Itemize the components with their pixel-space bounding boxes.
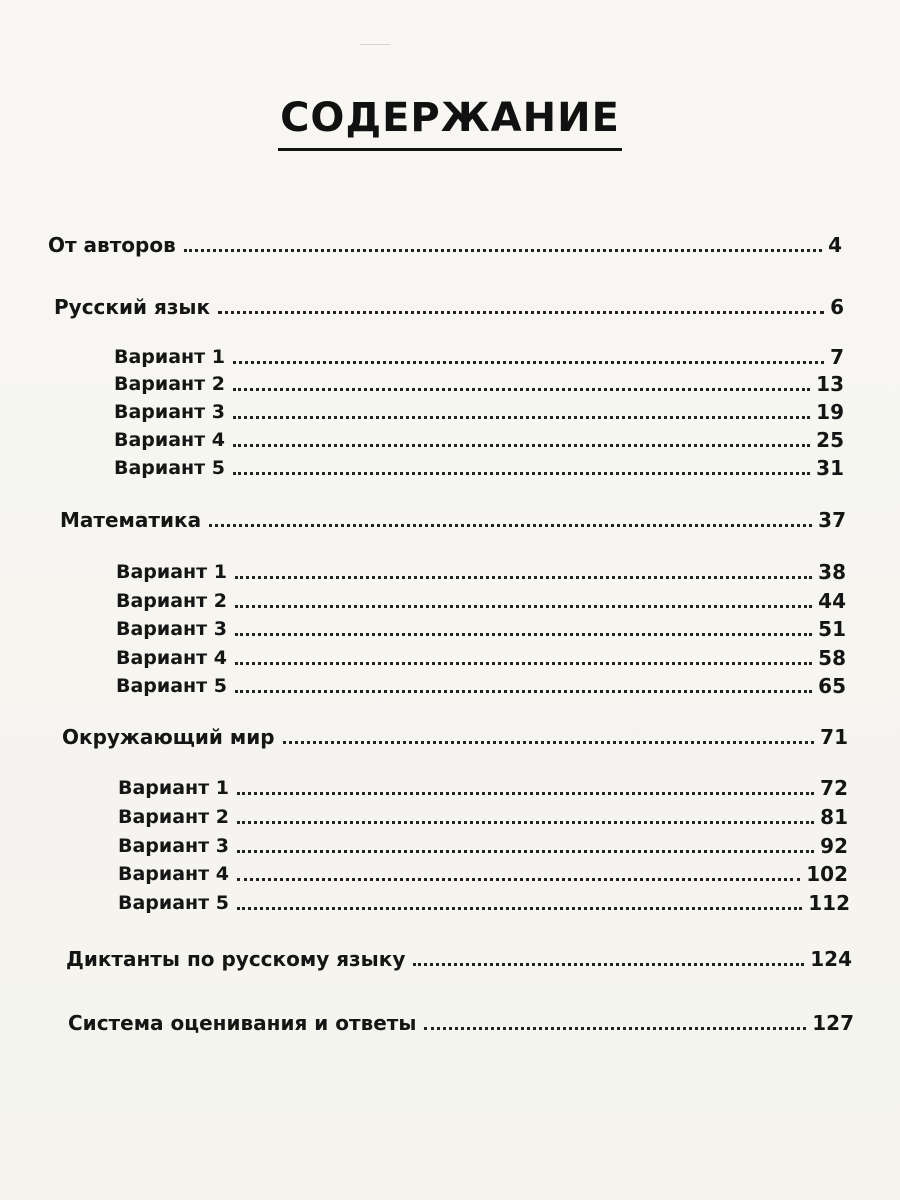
toc-entry-page: 19 [816,400,844,424]
toc-variant-world-2 [118,805,848,829]
toc-entry-label: Русский язык [54,295,211,319]
toc-entry-label: От авторов [48,233,176,257]
toc-entry-label: Вариант 4 [116,647,228,669]
toc-entry-label: Система оценивания и ответы [68,1011,417,1035]
toc-section-dictations [66,947,852,971]
toc-entry-label: Вариант 2 [116,590,228,612]
toc-variant-world-3 [118,834,848,858]
dot-leader [237,821,814,824]
dot-leader [237,878,800,881]
toc-variant-math-4 [116,646,846,670]
toc-entry-page: 72 [820,776,848,800]
toc-entry-label: Вариант 4 [114,429,226,451]
toc-entry-page: 58 [818,646,846,670]
toc-entry-label: Вариант 1 [114,346,226,368]
title-wrap [0,96,900,151]
toc-entry-page: 102 [806,862,848,886]
dot-leader [424,1027,806,1030]
toc-entry-label: Вариант 5 [118,892,230,914]
toc-section-math [60,508,846,532]
dot-leader [233,361,824,364]
toc-entry-page: 51 [818,617,846,641]
dot-leader [184,249,822,252]
toc-entry-label: Математика [60,508,202,532]
toc-entry-label: Вариант 2 [118,806,230,828]
toc-entry-page: 81 [820,805,848,829]
toc-variant-math-1 [116,560,846,584]
toc-entry-label: Вариант 5 [114,457,226,479]
dot-leader [233,472,810,475]
toc-entry-page: 65 [818,674,846,698]
toc-entry-page: 6 [830,295,844,319]
toc-entry-label: Вариант 4 [118,863,230,885]
toc-entry-page: 31 [816,456,844,480]
toc-variant-russian-5 [114,456,844,480]
toc-entry-label: Вариант 2 [114,373,226,395]
toc-entry-label: Вариант 5 [116,675,228,697]
dot-leader [283,741,815,744]
toc-entry-label: Вариант 3 [114,401,226,423]
toc-variant-russian-3 [114,400,844,424]
toc-entry-page: 44 [818,589,846,613]
toc-entry-label: Диктанты по русскому языку [66,947,406,971]
toc-entry-page: 124 [810,947,852,971]
toc-entry-label: Окружающий мир [62,725,275,749]
toc-entry-label: Вариант 1 [116,561,228,583]
toc-entry-authors [48,233,842,257]
dot-leader [237,850,814,853]
toc-entry-page: 4 [828,233,842,257]
dot-leader [237,792,814,795]
toc-section-answers [68,1011,854,1035]
toc-variant-math-5 [116,674,846,698]
dot-leader [235,633,812,636]
dot-leader [235,605,812,608]
toc-variant-world-1 [118,776,848,800]
dot-leader [237,907,802,910]
toc-entry-page: 71 [820,725,848,749]
toc-entry-page: 92 [820,834,848,858]
dot-leader [209,524,812,527]
toc-entry-page: 127 [812,1011,854,1035]
toc-variant-world-5 [118,891,850,915]
toc-entry-page: 25 [816,428,844,452]
toc-entry-page: 13 [816,372,844,396]
toc-variant-russian-2 [114,372,844,396]
toc-variant-math-3 [116,617,846,641]
dot-leader [233,416,810,419]
toc-section-world [62,725,848,749]
toc-variant-math-2 [116,589,846,613]
toc-entry-label: Вариант 1 [118,777,230,799]
toc-entry-page: 112 [808,891,850,915]
dot-leader [218,311,824,314]
toc-entry-page: 7 [830,345,844,369]
page-mark [360,44,390,45]
dot-leader [235,662,812,665]
toc-entry-label: Вариант 3 [116,618,228,640]
dot-leader [233,388,810,391]
toc-variant-russian-4 [114,428,844,452]
toc-entry-label: Вариант 3 [118,835,230,857]
dot-leader [233,444,810,447]
dot-leader [413,963,804,966]
toc-entry-page: 38 [818,560,846,584]
toc-variant-world-4 [118,862,848,886]
toc-variant-russian-1 [114,345,844,369]
toc-entry-page: 37 [818,508,846,532]
page-title: СОДЕРЖАНИЕ [278,96,622,151]
dot-leader [235,576,812,579]
dot-leader [235,690,812,693]
toc-section-russian [54,295,844,319]
